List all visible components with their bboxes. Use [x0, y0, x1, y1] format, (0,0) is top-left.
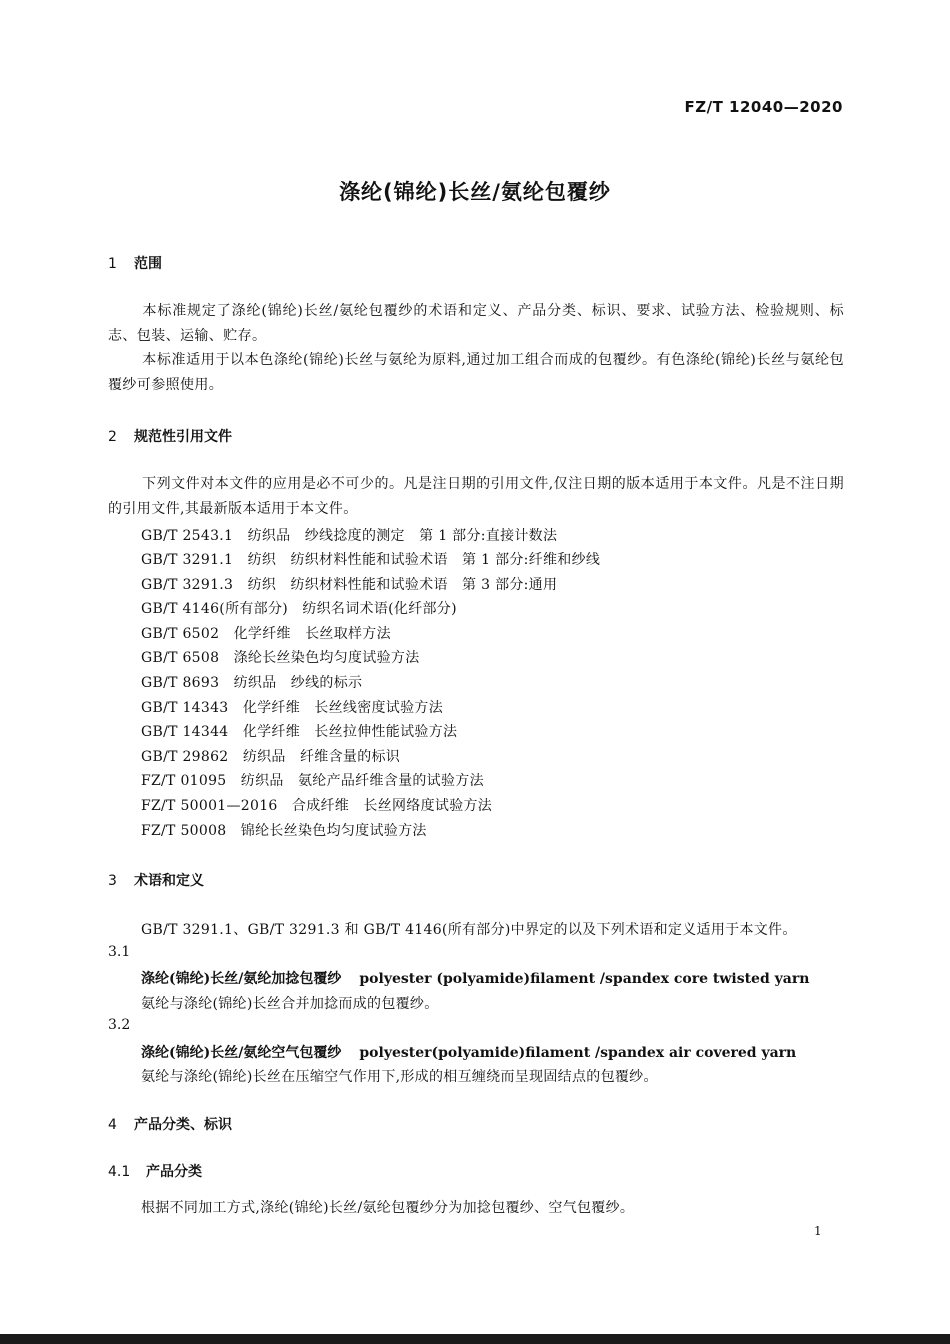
reference-item: GB/T 3291.3 纺织 纺织材料性能和试验术语 第 3 部分:通用 [141, 577, 558, 593]
reference-item: GB/T 6502 化学纤维 长丝取样方法 [141, 626, 391, 642]
term-3-2-definition: 氨纶与涤纶(锦纶)长丝在压缩空气作用下,形成的相互缠绕而呈现固结点的包覆纱。 [141, 1069, 658, 1085]
term-zh: 涤纶(锦纶)长丝/氨纶空气包覆纱 [141, 1045, 342, 1061]
reference-item: GB/T 14343 化学纤维 长丝线密度试验方法 [141, 700, 444, 716]
page-number: 1 [814, 1224, 822, 1238]
section-number: 4 [108, 1117, 117, 1133]
section-title: 产品分类 [146, 1164, 202, 1180]
section-4-heading [108, 1114, 232, 1134]
section-title: 规范性引用文件 [134, 429, 232, 445]
section-2-paragraph-1 [108, 472, 844, 521]
term-3-2-number: 3.2 [108, 1017, 131, 1033]
reference-item: FZ/T 50008 锦纶长丝染色均匀度试验方法 [141, 823, 427, 839]
section-4-1-paragraph-1: 根据不同加工方式,涤纶(锦纶)长丝/氨纶包覆纱分为加捻包覆纱、空气包覆纱。 [141, 1200, 635, 1216]
reference-item: GB/T 8693 纺织品 纱线的标示 [141, 675, 363, 691]
document-title: 涤纶(锦纶)长丝/氨纶包覆纱 [339, 180, 611, 204]
section-1-paragraph-2 [108, 348, 844, 397]
paragraph-text: 本标准适用于以本色涤纶(锦纶)长丝与氨纶为原料,通过加工组合而成的包覆纱。有色涤纶(锦纶)长丝与氨纶包覆纱可参照使用。 [108, 352, 844, 393]
section-4-1-heading [108, 1161, 202, 1181]
term-3-2 [141, 1042, 796, 1062]
section-title: 术语和定义 [134, 873, 204, 889]
term-3-1-number: 3.1 [108, 944, 131, 960]
reference-item: GB/T 2543.1 纺织品 纱线捻度的测定 第 1 部分:直接计数法 [141, 528, 558, 544]
term-3-1-definition: 氨纶与涤纶(锦纶)长丝合并加捻而成的包覆纱。 [141, 996, 439, 1012]
section-number: 1 [108, 256, 117, 272]
paragraph-text: 下列文件对本文件的应用是必不可少的。凡是注日期的引用文件,仅注日期的版本适用于本文件。凡是不注日期的引用文件,其最新版本适用于本文件。 [108, 476, 844, 517]
section-number: 3 [108, 873, 117, 889]
section-1-heading [108, 253, 162, 273]
reference-item: GB/T 29862 纺织品 纤维含量的标识 [141, 749, 401, 765]
reference-item: FZ/T 50001—2016 合成纤维 长丝网络度试验方法 [141, 798, 493, 814]
reference-item: GB/T 6508 涤纶长丝染色均匀度试验方法 [141, 650, 420, 666]
section-number: 4.1 [108, 1164, 131, 1180]
section-title: 产品分类、标识 [134, 1117, 232, 1133]
section-3-paragraph-1: GB/T 3291.1、GB/T 3291.3 和 GB/T 4146(所有部分)中界定的以及下列术语和定义适用于本文件。 [141, 922, 797, 938]
term-en: polyester(polyamide)filament /spandex air covered yarn [359, 1045, 797, 1061]
reference-item: GB/T 4146(所有部分) 纺织名词术语(化纤部分) [141, 601, 457, 617]
term-3-1 [141, 968, 809, 988]
term-en: polyester (polyamide)filament /spandex core twisted yarn [359, 971, 810, 987]
reference-item: GB/T 14344 化学纤维 长丝拉伸性能试验方法 [141, 724, 458, 740]
standard-code: FZ/T 12040—2020 [684, 98, 843, 116]
section-number: 2 [108, 429, 117, 445]
section-2-heading [108, 426, 232, 446]
section-title: 范围 [134, 256, 162, 272]
section-1-paragraph-1 [108, 299, 844, 348]
term-zh: 涤纶(锦纶)长丝/氨纶加捻包覆纱 [141, 971, 342, 987]
bottom-bar [0, 1334, 950, 1344]
section-3-heading [108, 870, 204, 890]
reference-item: GB/T 3291.1 纺织 纺织材料性能和试验术语 第 1 部分:纤维和纱线 [141, 552, 601, 568]
reference-item: FZ/T 01095 纺织品 氨纶产品纤维含量的试验方法 [141, 773, 484, 789]
paragraph-text: 本标准规定了涤纶(锦纶)长丝/氨纶包覆纱的术语和定义、产品分类、标识、要求、试验方法、检验规则、标志、包装、运输、贮存。 [108, 303, 844, 344]
